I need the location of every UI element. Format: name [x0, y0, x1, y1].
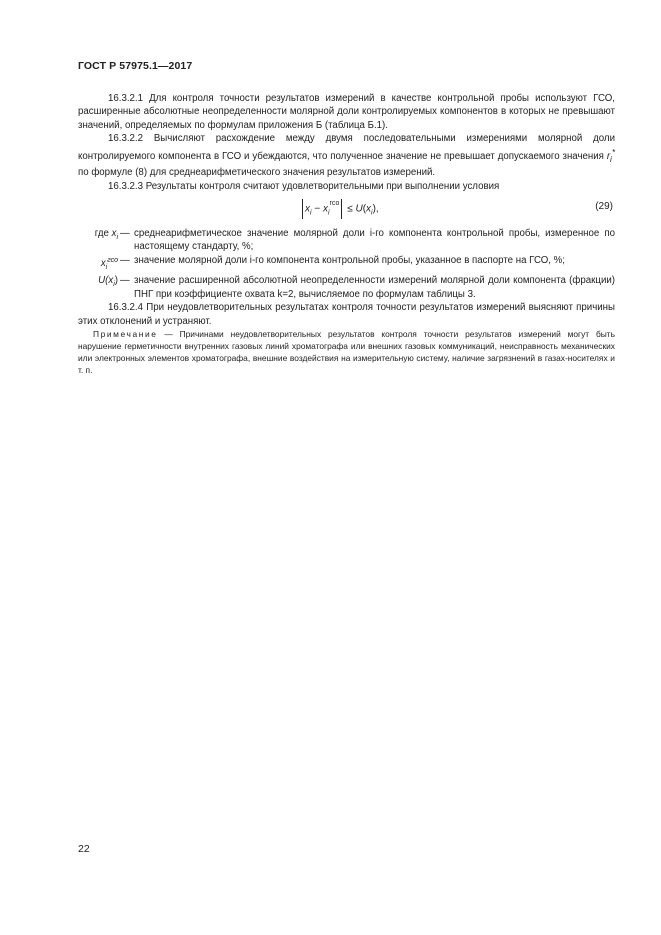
definition-xi: где $x_i$ — среднеарифметическое значение молярной доли i-го компонента контрольной пробы, измеренное по настоящему стандарту, %;	[94, 228, 615, 253]
paragraph-16-3-2-1: 16.3.2.1 Для контроля точности результатов измерений в качестве контрольной пробы используют ГСО, расширенные абсолютные неопределенности молярной доли контролируемых компонентов в которых не превышают значений, определяемых по формулам приложения Б (таблица Б.1).	[78, 93, 615, 131]
paragraph-16-3-2-3: 16.3.2.3 Результаты контроля считают удовлетворительными при выполнении условия	[108, 180, 500, 192]
note-label: Примечание	[93, 329, 158, 340]
standard-header: ГОСТ Р 57975.1—2017	[78, 60, 193, 72]
definitions-list	[78, 227, 615, 301]
formula-29	[78, 195, 615, 225]
symbol-r-star: $r_i^*$	[606, 147, 615, 164]
definition-xi-gso: $x_i^{гсо}$ — значение молярной доли i-го компонента контрольной пробы, указанное в паспорте на ГСО, %;	[100, 254, 565, 271]
formula-expression: $x_i - x_i^{гсо} \le U(x_i)$,	[300, 199, 379, 220]
paragraph-16-3-2-2: 16.3.2.2 Вычисляют расхождение между двумя последовательными измерениями молярной доли контролируемого компонента в ГСО и убеждаются, что полученное значение не превышает допускаемого значения $r_i^*$ по формуле (8) для среднеарифметического значения результатов измерений.	[78, 133, 615, 179]
formula-number: (29)	[595, 201, 613, 213]
main-text	[78, 92, 615, 376]
page-number: 22	[78, 843, 90, 855]
definition-uncertainty: $U(x_i)$ — значение расширенной абсолютной неопределенности измерений молярной доли компонента (фракции) ПНГ при коэффициенте охвата k=2, вычисляемое по формулам таблицы 3.	[98, 275, 615, 300]
paragraph-16-3-2-4: 16.3.2.4 При неудовлетворительных результатах контроля точности результатов измерений выясняют причины этих отклонений и устраняют.	[78, 302, 615, 327]
note	[78, 328, 615, 376]
note-text: — Причинами неудовлетворительных результатов контроля точности результатов измерений могут быть нарушение герметичности внутренних газовых линий хроматографа или внешних газовых коммуникаций, неисправность механических или электронных элементов хроматографа, внешние воздействия на измерительную систему, наличие загрязнений в газах-носителях и т. п.	[78, 329, 615, 376]
